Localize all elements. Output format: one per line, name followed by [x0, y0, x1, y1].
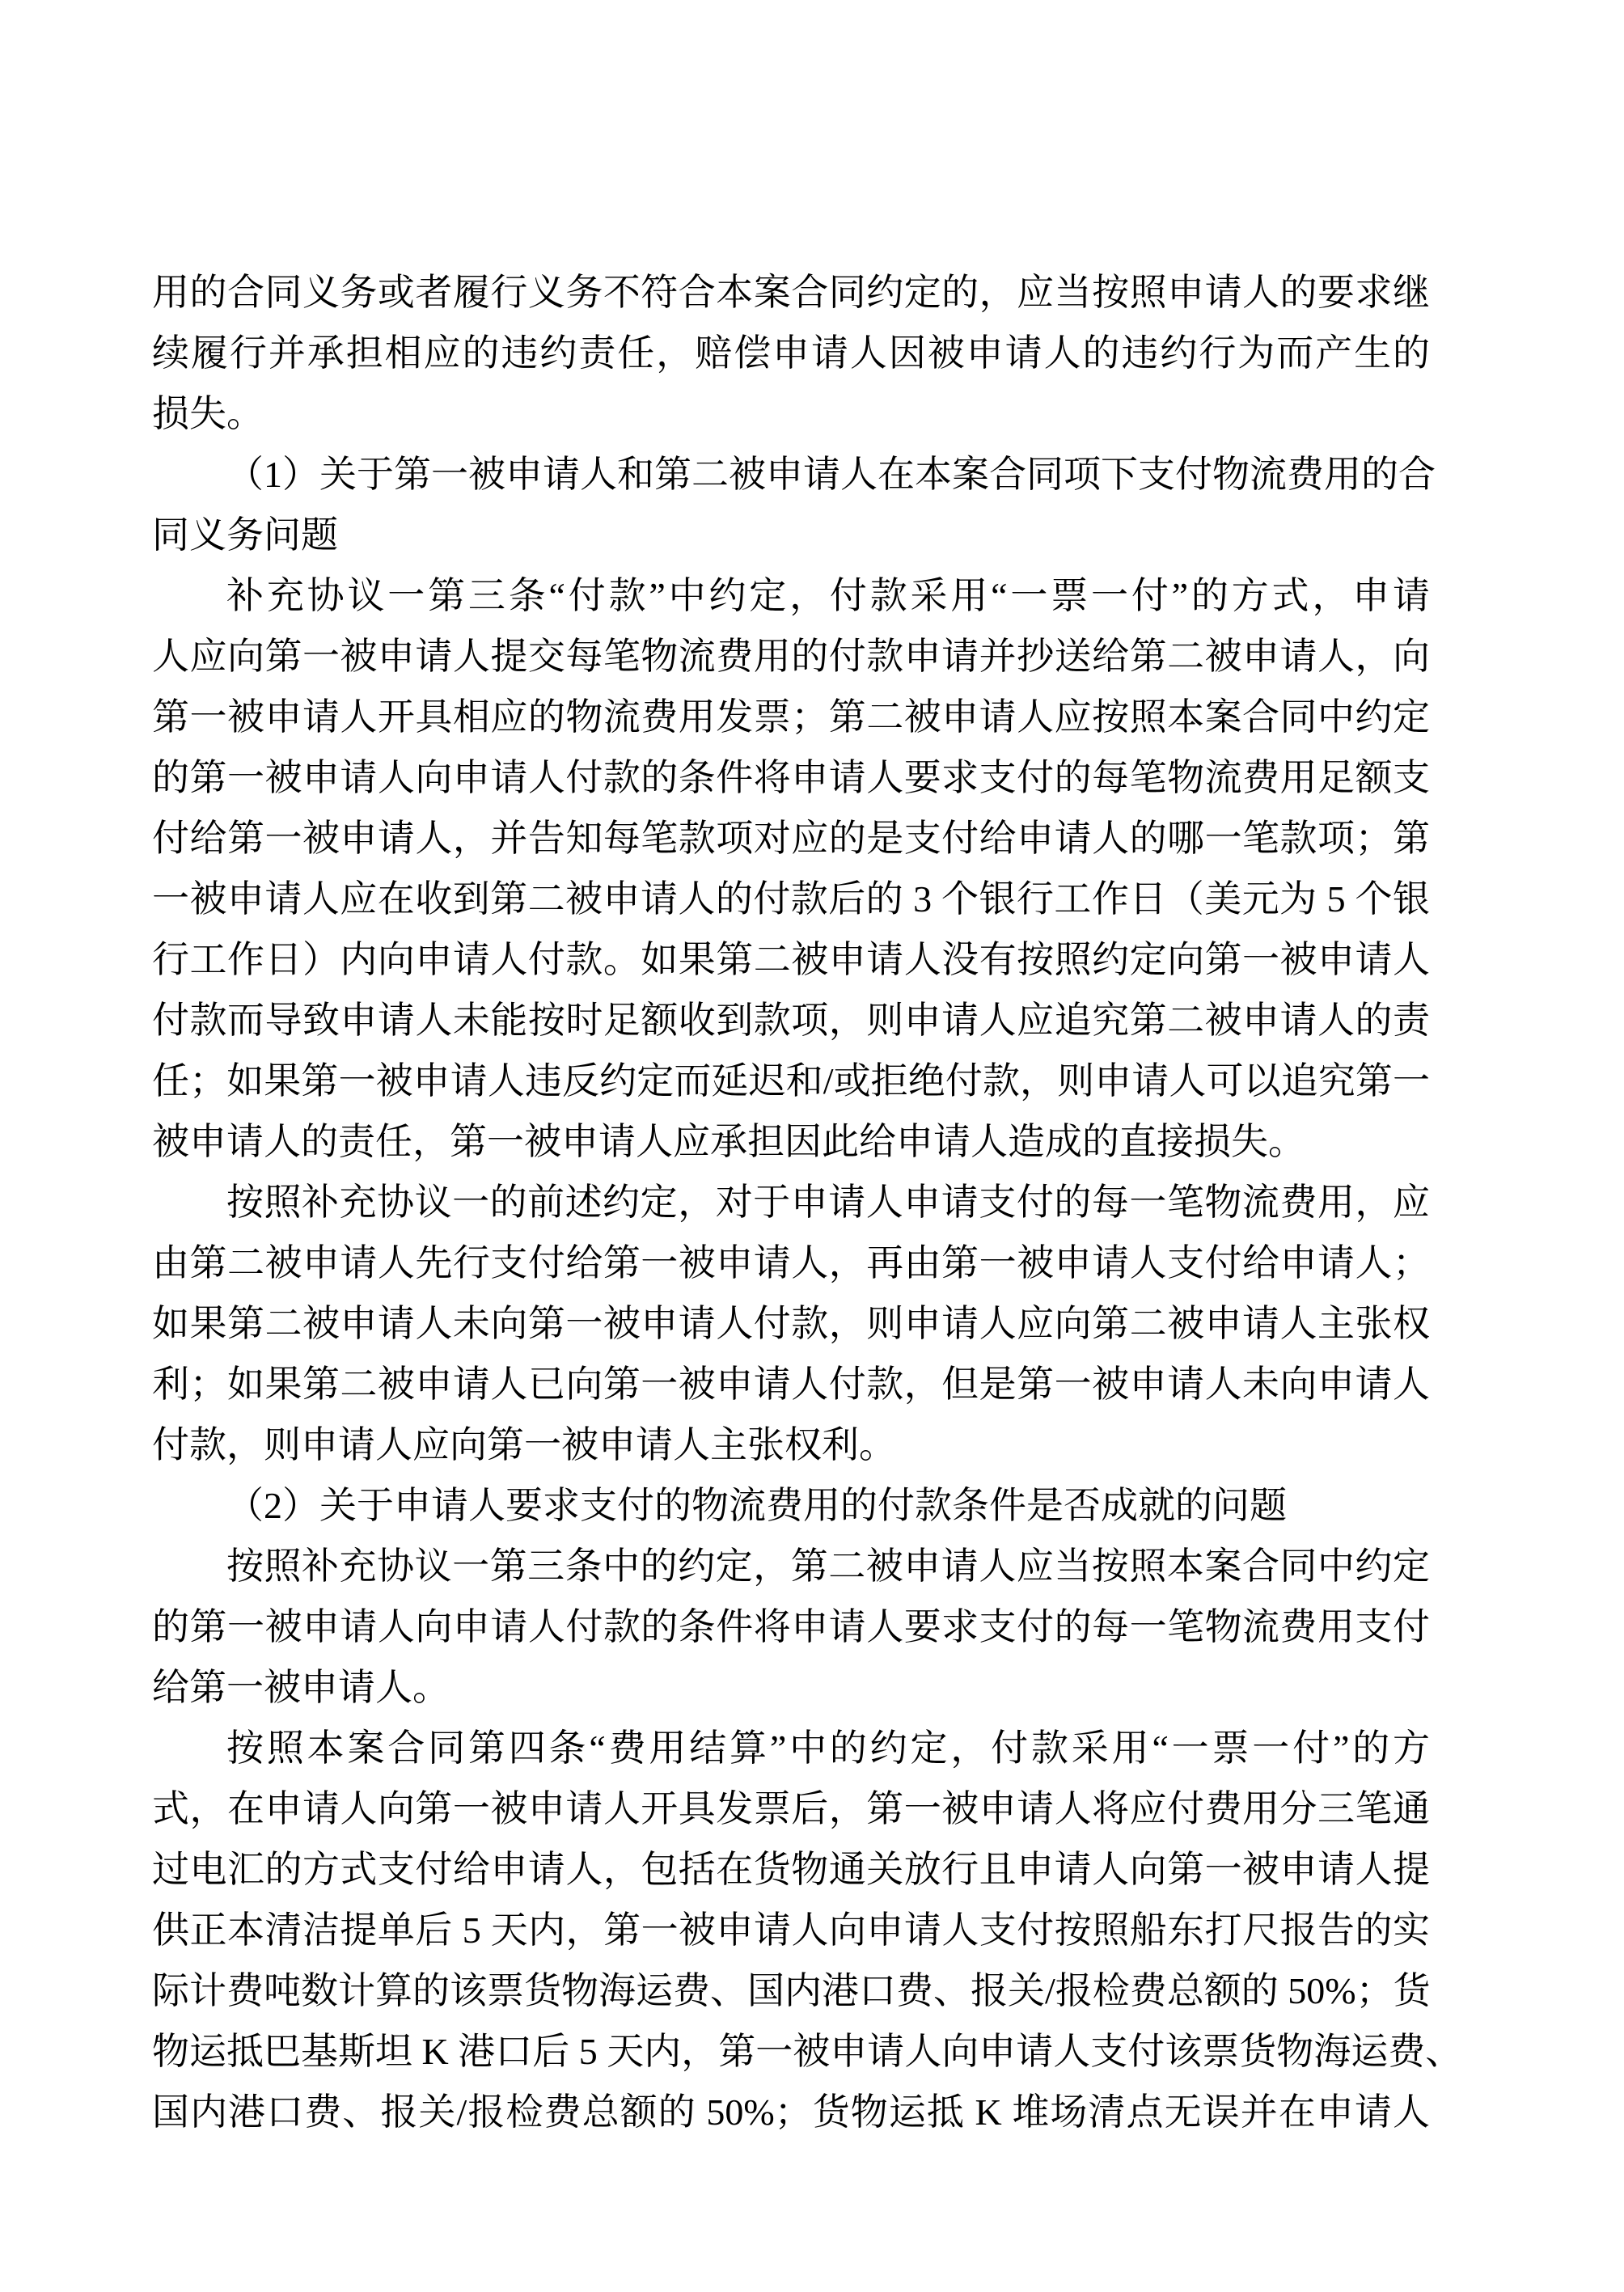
document-line: 同义务问题: [152, 514, 338, 556]
document-line: 续履行并承担相应的违约责任，赔偿申请人因被申请人的违约行为而产生的: [152, 332, 1430, 374]
document-line: 过电汇的方式支付给申请人，包括在货物通关放行且申请人向第一被申请人提: [152, 1849, 1430, 1890]
document-line: 被申请人的责任，第一被申请人应承担因此给申请人造成的直接损失。: [152, 1121, 1305, 1162]
document-line: （1）关于第一被申请人和第二被申请人在本案合同项下支付物流费用的合: [226, 454, 1436, 495]
document-line: 际计费吨数计算的该票货物海运费、国内港口费、报关/报检费总额的 50%；货: [152, 1970, 1431, 2011]
document-line: 行工作日）内向申请人付款。如果第二被申请人没有按照约定向第一被申请人: [152, 939, 1430, 980]
paragraph: [152, 262, 1430, 444]
document-line: 国内港口费、报关/报检费总额的 50%；货物运抵 K 堆场清点无误并在申请人: [152, 2091, 1430, 2133]
document-line: 补充协议一第三条“付款”中约定，付款采用“一票一付”的方式，申请: [226, 575, 1430, 616]
document-line: 按照本案合同第四条“费用结算”中的约定，付款采用“一票一付”的方: [226, 1727, 1430, 1769]
document-line: 的第一被申请人向申请人付款的条件将申请人要求支付的每笔物流费用足额支: [152, 757, 1430, 798]
document-line: 式，在申请人向第一被申请人开具发票后，第一被申请人将应付费用分三笔通: [152, 1788, 1430, 1829]
document-line: 损失。: [152, 393, 264, 434]
document-line: （2）关于申请人要求支付的物流费用的付款条件是否成就的问题: [226, 1485, 1287, 1526]
document-line: 第一被申请人开具相应的物流费用发票；第二被申请人应按照本案合同中约定: [152, 696, 1430, 738]
document-line: 付给第一被申请人，并告知每笔款项对应的是支付给申请人的哪一笔款项；第: [152, 818, 1430, 859]
document-line: 任；如果第一被申请人违反约定而延迟和/或拒绝付款，则申请人可以追究第一: [152, 1060, 1430, 1102]
paragraph: [152, 444, 1436, 565]
document-line: 人应向第一被申请人提交每笔物流费用的付款申请并抄送给第二被申请人，向: [152, 636, 1430, 677]
paragraph: [152, 1536, 1430, 1718]
paragraph: [152, 1172, 1430, 1475]
document-line: 如果第二被申请人未向第一被申请人付款，则申请人应向第二被申请人主张权: [152, 1303, 1430, 1344]
document-line: 付款而导致申请人未能按时足额收到款项，则申请人应追究第二被申请人的责: [152, 1000, 1430, 1041]
document-line: 给第一被申请人。: [152, 1667, 450, 1708]
paragraph: [152, 1718, 1463, 2142]
document-line: 用的合同义务或者履行义务不符合本案合同约定的，应当按照申请人的要求继: [152, 272, 1430, 313]
document-line: 按照补充协议一第三条中的约定，第二被申请人应当按照本案合同中约定: [226, 1546, 1430, 1587]
document-line: 由第二被申请人先行支付给第一被申请人，再由第一被申请人支付给申请人；: [152, 1242, 1430, 1283]
document-line: 一被申请人应在收到第二被申请人的付款后的 3 个银行工作日（美元为 5 个银: [152, 878, 1430, 920]
document-line: 按照补充协议一的前述约定，对于申请人申请支付的每一笔物流费用，应: [226, 1182, 1430, 1223]
document-text-block: [152, 262, 1463, 2142]
document-line: 付款，则申请人应向第一被申请人主张权利。: [152, 1424, 896, 1465]
document-line: 供正本清洁提单后 5 天内，第一被申请人向申请人支付按照船东打尺报告的实: [152, 1909, 1430, 1951]
document-line: 的第一被申请人向申请人付款的条件将申请人要求支付的每一笔物流费用支付: [152, 1606, 1430, 1647]
paragraph: [152, 565, 1430, 1172]
document-line: 利；如果第二被申请人已向第一被申请人付款，但是第一被申请人未向申请人: [152, 1364, 1430, 1405]
document-line: 物运抵巴基斯坦 K 港口后 5 天内，第一被申请人向申请人支付该票货物海运费、: [152, 2031, 1463, 2072]
paragraph: [152, 1475, 1430, 1536]
